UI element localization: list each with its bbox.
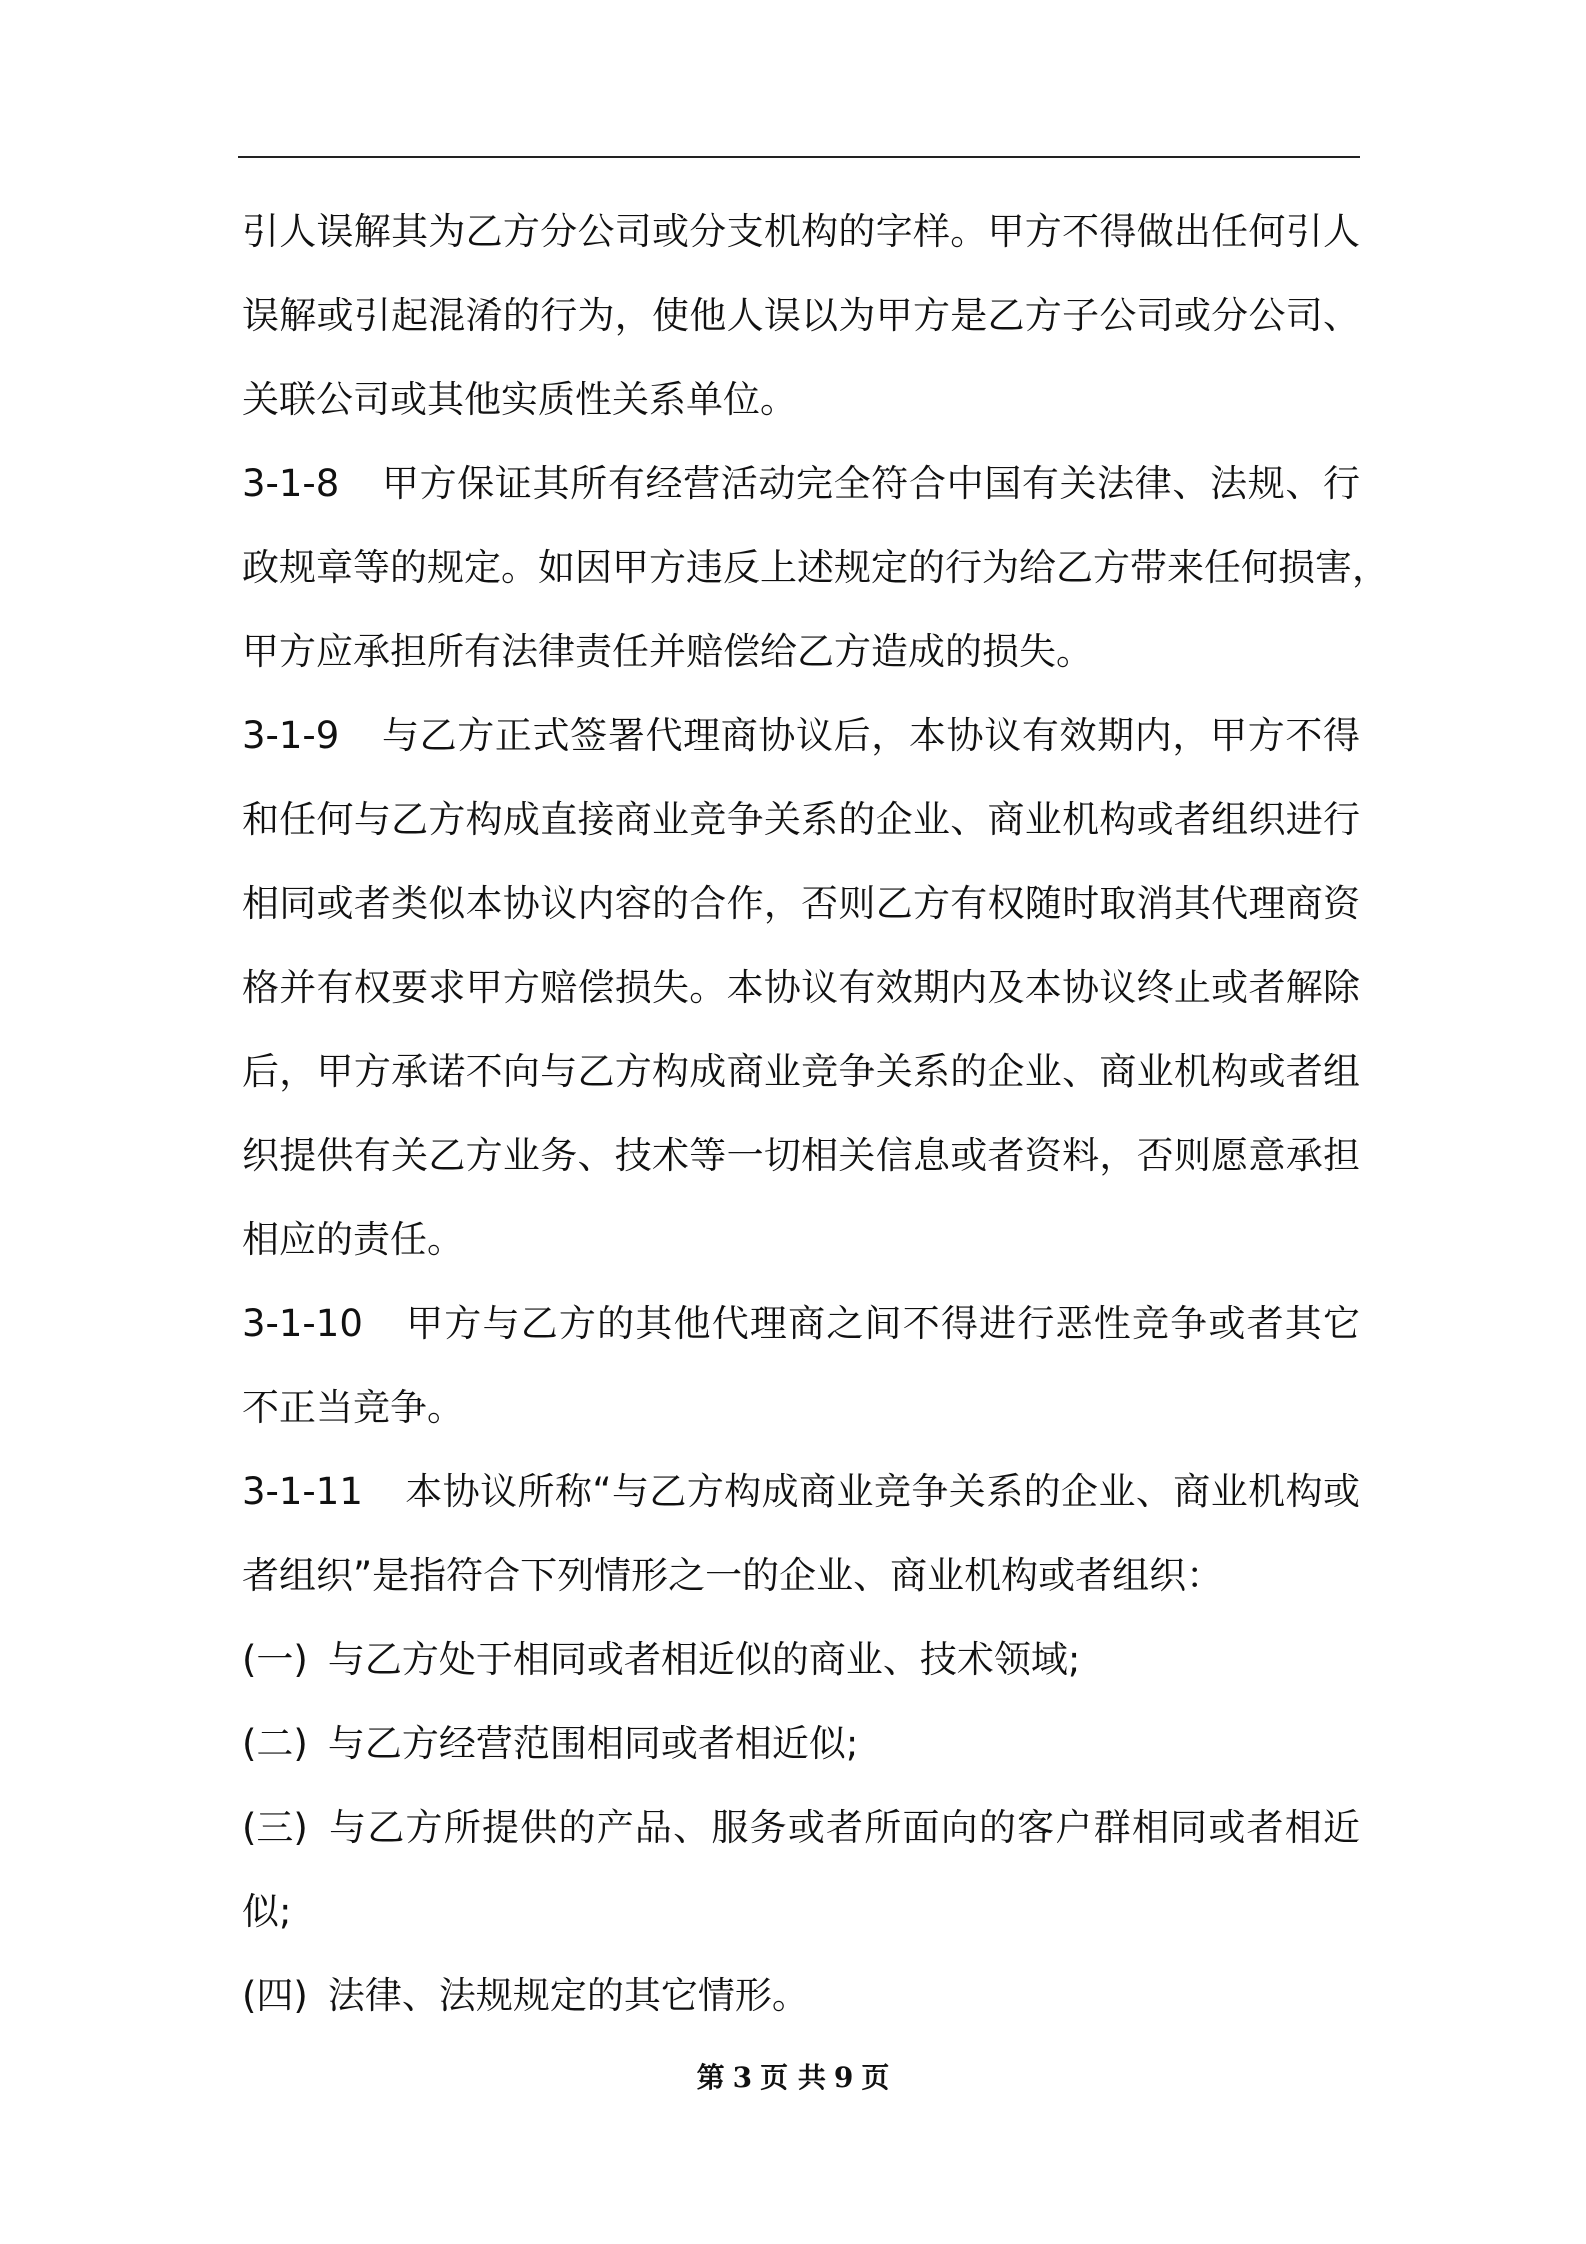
list-item-3 <box>242 1786 1360 1870</box>
text-line: 织提供有关乙方业务、技术等一切相关信息或者资料，否则愿意承担 <box>242 1134 1360 1177</box>
footer-prefix: 第 <box>696 2061 725 2094</box>
list-item-4 <box>242 1954 1360 2038</box>
list-marker: (二) <box>242 1722 308 1765</box>
total-page-number: 9 <box>833 2061 854 2094</box>
text-line: 引人误解其为乙方分公司或分支机构的字样。甲方不得做出任何引人 <box>242 210 1360 253</box>
text-line: 后，甲方承诺不向与乙方构成商业竞争关系的企业、商业机构或者组 <box>242 1050 1360 1093</box>
footer-middle: 页 共 <box>760 2061 826 2094</box>
text-line: 相同或者类似本协议内容的合作，否则乙方有权随时取消其代理商资 <box>242 882 1360 925</box>
text-line: 相应的责任。 <box>242 1218 464 1261</box>
list-text: 与乙方所提供的产品、服务或者所面向的客户群相同或者相近 <box>327 1806 1360 1849</box>
clause-number: 3-1-9 <box>242 714 340 757</box>
current-page-number: 3 <box>732 2061 753 2094</box>
page-footer <box>0 2058 1586 2098</box>
clause-number: 3-1-10 <box>242 1302 363 1345</box>
clause-text: 本协议所称“与乙方构成商业竞争关系的企业、商业机构或 <box>404 1470 1360 1513</box>
list-marker: (四) <box>242 1974 308 2017</box>
text-line: 似; <box>242 1890 292 1933</box>
clause-3-1-11 <box>242 1450 1360 1534</box>
text-line: 不正当竞争。 <box>242 1386 464 1429</box>
text-line: 者组织”是指符合下列情形之一的企业、商业机构或者组织： <box>242 1554 1224 1597</box>
clause-text: 甲方保证其所有经营活动完全符合中国有关法律、法规、行 <box>381 462 1360 505</box>
list-item-1 <box>242 1618 1360 1702</box>
text-line: 甲方应承担所有法律责任并赔偿给乙方造成的损失。 <box>242 630 1093 673</box>
clause-number: 3-1-11 <box>242 1470 363 1513</box>
list-text: 与乙方处于相同或者相近似的商业、技术领域; <box>327 1638 1081 1681</box>
text-line: 格并有权要求甲方赔偿损失。本协议有效期内及本协议终止或者解除 <box>242 966 1360 1009</box>
text-line: 和任何与乙方构成直接商业竞争关系的企业、商业机构或者组织进行 <box>242 798 1360 841</box>
clause-3-1-10 <box>242 1282 1360 1366</box>
footer-suffix: 页 <box>861 2061 890 2094</box>
text-line: 政规章等的规定。如因甲方违反上述规定的行为给乙方带来任何损害， <box>242 546 1389 589</box>
text-line: 关联公司或其他实质性关系单位。 <box>242 378 797 421</box>
list-text: 法律、法规规定的其它情形。 <box>327 1974 809 2017</box>
text-line: 误解或引起混淆的行为，使他人误以为甲方是乙方子公司或分公司、 <box>242 294 1360 337</box>
document-body <box>242 190 1389 2038</box>
clause-text: 与乙方正式签署代理商协议后，本协议有效期内，甲方不得 <box>381 714 1360 757</box>
list-text: 与乙方经营范围相同或者相近似; <box>327 1722 859 1765</box>
list-marker: (三) <box>242 1806 308 1849</box>
clause-3-1-9 <box>242 694 1360 778</box>
clause-3-1-8 <box>242 442 1360 526</box>
list-item-2 <box>242 1702 1360 1786</box>
header-rule <box>238 156 1360 158</box>
list-marker: (一) <box>242 1638 308 1681</box>
clause-text: 甲方与乙方的其他代理商之间不得进行恶性竞争或者其它 <box>404 1302 1360 1345</box>
clause-number: 3-1-8 <box>242 462 340 505</box>
